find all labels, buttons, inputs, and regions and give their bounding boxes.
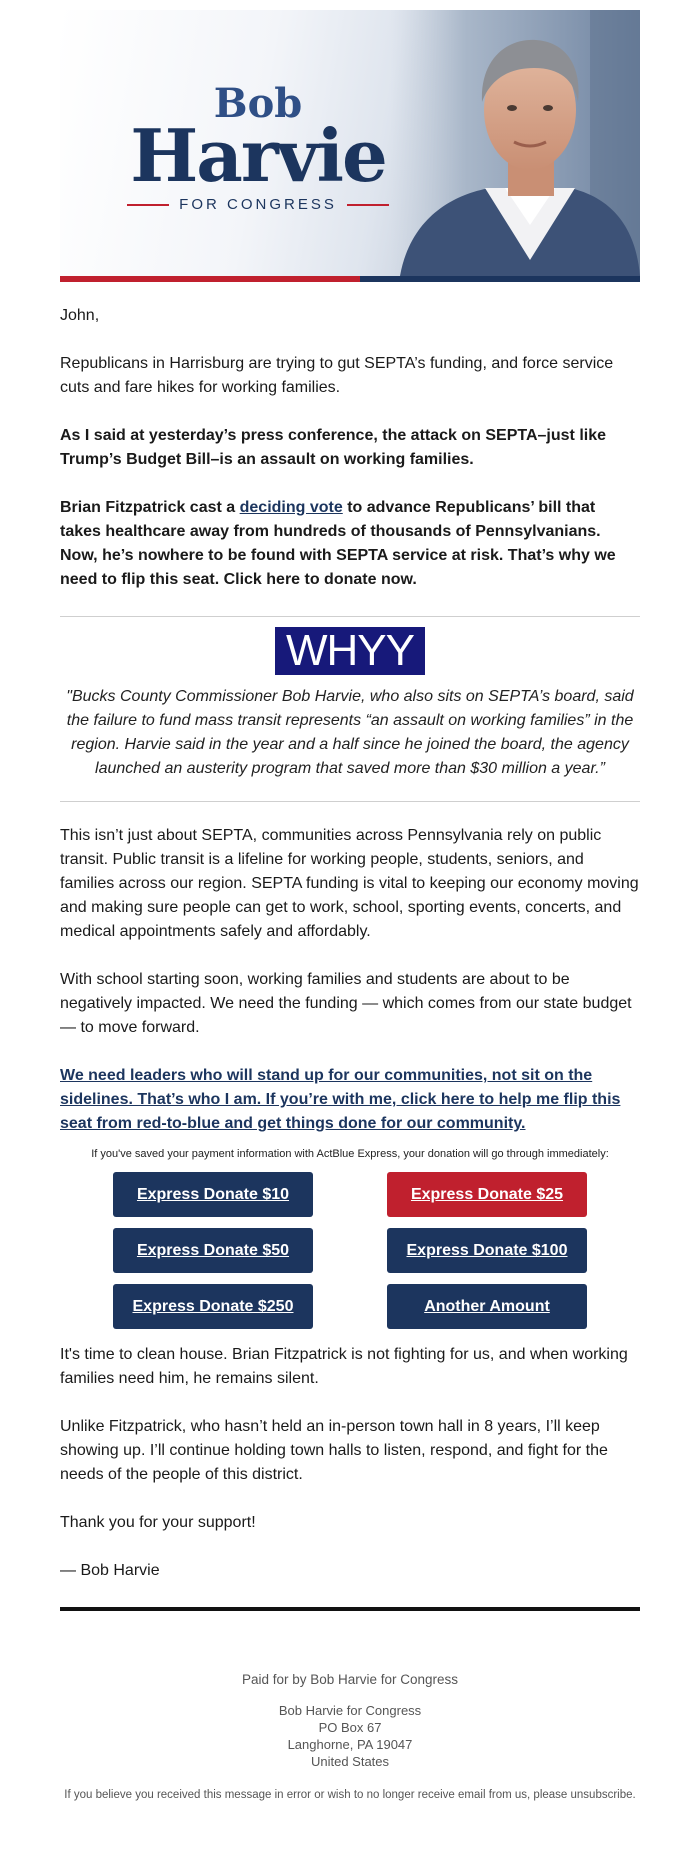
header-banner: [60, 10, 640, 282]
unsubscribe-notice[interactable]: If you believe you received this message in error or wish to no longer receive email from us, please unsubscribe.: [64, 1789, 636, 1801]
greeting: John,: [60, 307, 100, 324]
express-donate-10-button[interactable]: Express Donate $10: [113, 1172, 313, 1217]
express-donate-100-button[interactable]: Express Donate $100: [387, 1228, 587, 1273]
express-donate-250-button[interactable]: Express Donate $250: [113, 1284, 313, 1329]
paragraph-thank-you: Thank you for your support!: [60, 1514, 256, 1531]
banner-red-stripe: [60, 276, 360, 282]
candidate-portrait: [390, 10, 640, 276]
email-container: [60, 10, 640, 1803]
paragraph-fitzpatrick: [60, 496, 640, 592]
paragraph-cta: [60, 1064, 640, 1136]
press-quote: "Bucks County Commissioner Bob Harvie, who also sits on SEPTA’s board, said the failure to fund mass transit represents “an assault on working families” in the region. Harvie said in the year and a half since he joined the board, the agency launched an austerity program that saved more than $30 million a year.”: [66, 688, 634, 777]
section-divider-bottom: [60, 801, 640, 802]
paragraph-town-halls: Unlike Fitzpatrick, who hasn’t held an in-person town hall in 8 years, I’ll keep showing up. I’ll continue holding town halls to listen, respond, and fight for the needs of the people of this district.: [60, 1418, 608, 1483]
express-donate-50-button[interactable]: Express Donate $50: [113, 1228, 313, 1273]
campaign-logo: [118, 80, 398, 213]
fitzpatrick-text-after: to advance Republicans’ bill that takes healthcare away from hundreds of thousands of Pennsylvanians. Now, he’s nowhere to be found with SEPTA service at risk. That’s why we need to flip this seat. Click here to donate now.: [60, 499, 616, 588]
express-donate-25-button[interactable]: Express Donate $25: [387, 1172, 587, 1217]
flip-seat-donate-link[interactable]: We need leaders who will stand up for our communities, not sit on the sidelines. That’s who I am. If you’re with me, click here to help me flip this seat from red-to-blue and get things done for our community.: [60, 1067, 621, 1132]
another-amount-button[interactable]: Another Amount: [387, 1284, 587, 1329]
address-line-3: Langhorne, PA 19047: [287, 1737, 413, 1752]
address-line-1: Bob Harvie for Congress: [278, 1703, 422, 1718]
mailing-address: [60, 1702, 640, 1770]
paid-for-disclaimer: Paid for by Bob Harvie for Congress: [241, 1672, 459, 1687]
donate-button-grid: [60, 1172, 640, 1329]
logo-right-rule: [347, 204, 389, 206]
paragraph-clean-house: It's time to clean house. Brian Fitzpatrick is not fighting for us, and when working families need him, he remains silent.: [60, 1346, 628, 1387]
signature: — Bob Harvie: [60, 1562, 160, 1579]
actblue-express-note: If you've saved your payment information with ActBlue Express, your donation will go through immediately:: [91, 1148, 609, 1160]
fitzpatrick-text-before: Brian Fitzpatrick cast a: [60, 499, 240, 516]
paragraph-school-starting: With school starting soon, working families and students are about to be negatively impacted. We need the funding — which comes from our state budget — to move forward.: [60, 971, 632, 1036]
whyy-logo: WHYY: [275, 627, 425, 675]
address-line-4: United States: [310, 1754, 390, 1769]
logo-subtitle-text: FOR CONGRESS: [179, 196, 337, 213]
address-line-2: PO Box 67: [318, 1720, 382, 1735]
section-divider-top: [60, 616, 640, 617]
paragraph-septa-funding: Republicans in Harrisburg are trying to gut SEPTA’s funding, and force service cuts and fare hikes for working families.: [60, 355, 614, 396]
paragraph-press-conference: As I said at yesterday’s press conference, the attack on SEPTA–just like Trump’s Budget Bill–is an assault on working families.: [60, 427, 606, 468]
footer-rule: [60, 1607, 640, 1611]
logo-last-name: Harvie: [130, 113, 386, 198]
logo-subtitle: [118, 196, 398, 213]
logo-left-rule: [127, 204, 169, 206]
email-footer: [60, 1671, 640, 1803]
logo-first-name: Bob: [213, 80, 303, 127]
paragraph-public-transit: This isn’t just about SEPTA, communities across Pennsylvania rely on public transit. Public transit is a lifeline for working people, students, seniors, and families across our region. SEPTA funding is vital to keeping our economy moving and making sure people can get to work, school, sporting events, concerts, and medical appointments safely and affordably.: [60, 827, 639, 940]
deciding-vote-link[interactable]: deciding vote: [239, 499, 343, 516]
banner-blue-stripe: [360, 276, 640, 282]
